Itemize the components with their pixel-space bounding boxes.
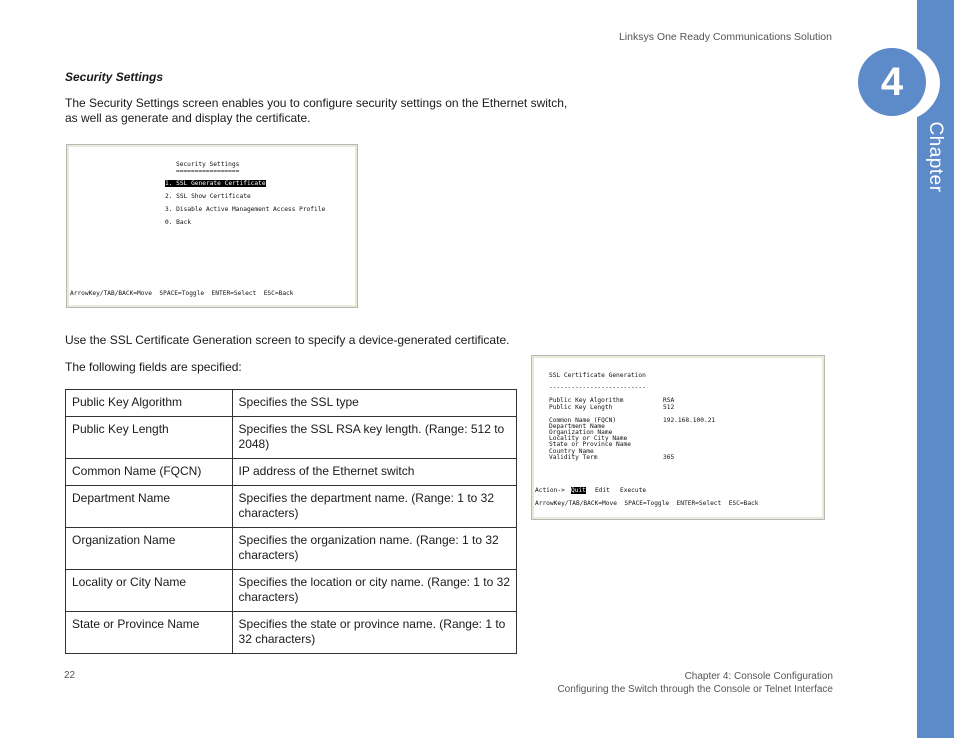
section-intro [65, 96, 568, 126]
intro-line: The Security Settings screen enables you to configure security settings on the Ethernet switch, [65, 96, 568, 110]
menu-item-disable-profile: 3. Disable Active Management Access Profile [165, 206, 326, 213]
field-name-cell: Public Key Algorithm [66, 390, 233, 417]
screen-status-bar: ArrowKey/TAB/BACK=Move SPACE=Toggle ENTER=Select ESC=Back [535, 500, 759, 507]
description-line: Specifies the SSL RSA key length. (Range: 512 to [238, 422, 505, 436]
menu-item-ssl-generate: 1. SSL Generate Certificate [165, 180, 266, 187]
field-name-cell: Locality or City Name [66, 570, 233, 612]
description-line: characters) [238, 548, 299, 562]
field-name-cell: Common Name (FQCN) [66, 459, 233, 486]
fields-table [65, 389, 517, 654]
description-line: Specifies the organization name. (Range: 1 to 32 [238, 533, 499, 547]
field-name-cell: Department Name [66, 486, 233, 528]
description-line: characters) [238, 590, 299, 604]
action-label: Action-> [535, 487, 565, 494]
field-name-cell: Public Key Length [66, 417, 233, 459]
table-row [66, 570, 517, 612]
footer-chapter-info [557, 670, 833, 696]
paragraph-fields-specified: The following fields are specified: [65, 360, 242, 374]
table-row [66, 612, 517, 654]
field-label: Locality or City Name [549, 435, 628, 442]
screen-title: SSL Certificate Generation [549, 372, 646, 379]
field-label: Validity Term [549, 454, 598, 461]
description-line: 32 characters) [238, 632, 316, 646]
table-row [66, 390, 517, 417]
field-label: Organization Name [549, 429, 613, 436]
field-description-cell [232, 417, 516, 459]
field-description-cell [232, 486, 516, 528]
description-line: Specifies the state or province name. (Range: 1 to [238, 617, 506, 631]
description-line: characters) [238, 506, 299, 520]
description-line: 2048) [238, 437, 270, 451]
footer-subtitle-line: Configuring the Switch through the Console or Telnet Interface [557, 684, 833, 695]
ssl-certificate-generation-screenshot [531, 355, 825, 520]
menu-item-ssl-show: 2. SSL Show Certificate [165, 193, 251, 200]
section-heading: Security Settings [65, 70, 164, 84]
description-line: Specifies the department name. (Range: 1 to 32 [238, 491, 495, 505]
field-value: 192.168.100.21 [663, 417, 716, 424]
screen-status-bar: ArrowKey/TAB/BACK=Move SPACE=Toggle ENTER=Select ESC=Back [70, 290, 294, 297]
description-line: IP address of the Ethernet switch [238, 464, 415, 478]
field-value: 365 [663, 454, 675, 461]
field-value: RSA [663, 397, 675, 404]
security-settings-screenshot [66, 144, 358, 308]
action-quit: Quit [571, 487, 586, 494]
page-number: 22 [64, 670, 76, 681]
field-description-cell [232, 390, 516, 417]
table-row [66, 486, 517, 528]
description-line: Specifies the location or city name. (Range: 1 to 32 [238, 575, 510, 589]
action-execute: Execute [620, 487, 647, 494]
field-label: Country Name [549, 448, 594, 455]
field-label: State or Province Name [549, 441, 631, 448]
intro-line: as well as generate and display the certificate. [65, 111, 311, 125]
screen-title-underline: ================= [176, 168, 240, 175]
field-description-cell [232, 528, 516, 570]
description-line: Specifies the SSL type [238, 395, 359, 409]
table-row [66, 459, 517, 486]
paragraph-ssl-generation: Use the SSL Certificate Generation screen to specify a device-generated certificate. [65, 333, 510, 347]
footer-chapter-line: Chapter 4: Console Configuration [684, 671, 833, 682]
screen-title-underline: -------------------------- [549, 384, 646, 391]
menu-item-back: 0. Back [165, 219, 192, 226]
running-header: Linksys One Ready Communications Solution [618, 31, 832, 43]
field-description-cell [232, 612, 516, 654]
field-description-cell [232, 570, 516, 612]
chapter-label: Chapter [925, 121, 946, 193]
field-label: Public Key Length [549, 404, 613, 411]
field-name-cell: State or Province Name [66, 612, 233, 654]
action-edit: Edit [595, 487, 610, 494]
field-description-cell [232, 459, 516, 486]
field-label: Public Key Algorithm [549, 397, 624, 404]
field-label: Department Name [549, 423, 605, 430]
chapter-number-badge: 4 [858, 48, 926, 116]
screen-title: Security Settings [176, 161, 240, 168]
field-value: 512 [663, 404, 675, 411]
table-row [66, 417, 517, 459]
table-row [66, 528, 517, 570]
field-label: Common Name (FQCN) [549, 417, 617, 424]
field-name-cell: Organization Name [66, 528, 233, 570]
